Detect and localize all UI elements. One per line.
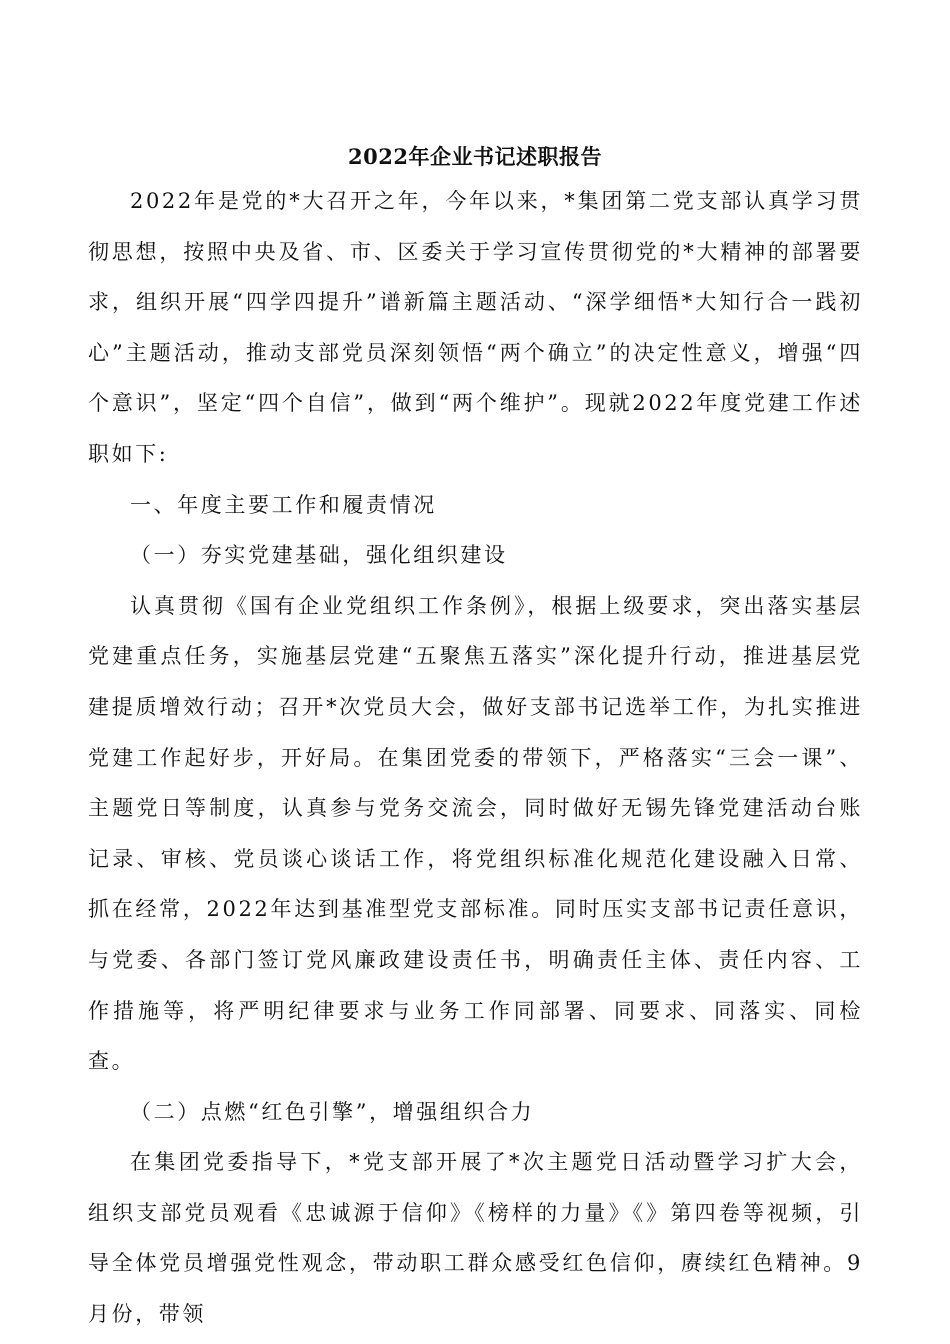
subsection-paragraph-1: 认真贯彻《国有企业党组织工作条例》，根据上级要求，突出落实基层党建重点任务，实施基层党建“五聚焦五落实”深化提升行动，推进基层党建提质增效行动；召开*次党员大会，做好支部书记选举工作，为扎实推进党建工作起好步，开好局。在集团党委的带领下，严格落实“三会一课”、主题党日等制度，认真参与党务交流会，同时做好无锡先锋党建活动台账记录、审核、党员谈心谈话工作，将党组织标准化规范化建设融入日常、抓在经常，2022年达到基准型党支部标准。同时压实支部书记责任意识，与党委、各部门签订党风廉政建设责任书，明确责任主体、责任内容、工作措施等，将严明纪律要求与业务工作同部署、同要求、同落实、同检查。 [88,593,863,1074]
document-title: 2022年企业书记述职报告 [348,144,602,169]
section-heading-1: 一、年度主要工作和履责情况 [130,492,437,517]
subsection-heading-1: （一）夯实党建基础，强化组织建设 [130,543,508,568]
subsection-heading-2: （二）点燃“红色引擎”，增强组织合力 [130,1099,535,1124]
document-body [88,176,863,1340]
intro-paragraph: 2022年是党的*大召开之年，今年以来，*集团第二党支部认真学习贯彻思想，按照中央及省、市、区委关于学习宣传贯彻党的*大精神的部署要求，组织开展“四学四提升”谱新篇主题活动、“深学细悟*大知行合一践初心”主题活动，推动支部党员深刻领悟“两个确立”的决定性意义，增强“四个意识”，坚定“四个自信”，做到“两个维护”。现就2022年度党建工作述职如下: [88,189,863,466]
subsection-paragraph-2: 在集团党委指导下，*党支部开展了*次主题党日活动暨学习扩大会，组织支部党员观看《忠诚源于信仰》《榜样的力量》《》第四卷等视频，引导全体党员增强党性观念，带动职工群众感受红色信仰，赓续红色精神。9月份，带领 [88,1150,863,1327]
